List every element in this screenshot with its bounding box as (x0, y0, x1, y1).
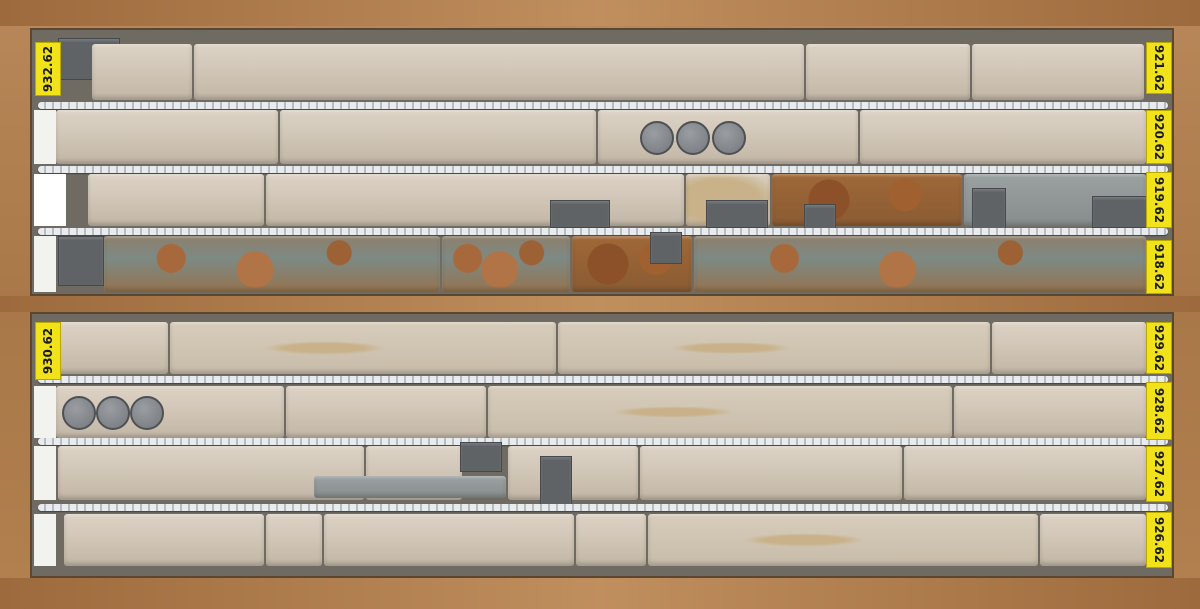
sample-disc (130, 396, 164, 430)
depth-tag-text: 926.62 (1152, 516, 1166, 564)
spacer-block (58, 236, 104, 286)
core-row-1 (30, 44, 1174, 100)
core-segment (648, 514, 1038, 566)
core-segment-oxidized (772, 174, 962, 226)
depth-tag (1146, 110, 1172, 164)
core-segment (954, 386, 1146, 438)
core-segment-altered (104, 236, 440, 292)
core-segment (88, 174, 264, 226)
depth-tag-text: 918.62 (1152, 243, 1166, 291)
end-block (34, 236, 56, 292)
depth-tag-text: 932.62 (41, 45, 55, 93)
core-segment (194, 44, 804, 100)
depth-tag-text: 927.62 (1152, 450, 1166, 498)
core-row-7 (30, 446, 1174, 500)
end-block (34, 174, 66, 226)
end-block (34, 386, 56, 438)
end-block (34, 514, 56, 566)
depth-tag-text: 920.62 (1152, 113, 1166, 161)
spacer-block (460, 442, 502, 472)
core-row-6 (30, 386, 1174, 438)
retaining-rod (38, 376, 1168, 383)
depth-tag (1146, 382, 1172, 440)
core-row-3 (30, 174, 1174, 226)
depth-tag (35, 322, 61, 380)
core-segment (488, 386, 952, 438)
spacer-block (540, 456, 572, 506)
core-row-4 (30, 236, 1174, 292)
core-row-8 (30, 514, 1174, 566)
core-segment (170, 322, 556, 374)
frame-top-edge (0, 0, 1200, 26)
core-segment-altered (442, 236, 570, 292)
retaining-rod (38, 228, 1168, 235)
core-segment (64, 514, 264, 566)
retaining-rod (38, 504, 1168, 511)
retaining-rod (38, 166, 1168, 173)
depth-tag (35, 42, 61, 96)
core-segment (860, 110, 1146, 164)
depth-tag-text: 930.62 (41, 327, 55, 375)
depth-tag-text: 921.62 (1152, 44, 1166, 92)
depth-tag (1146, 446, 1172, 502)
frame-bottom-edge (0, 578, 1200, 609)
spacer-block (1092, 196, 1148, 228)
core-segment (992, 322, 1146, 374)
core-segment (972, 44, 1144, 100)
bottom-compartment (30, 312, 1174, 578)
depth-tag (1146, 172, 1172, 228)
sample-disc (640, 121, 674, 155)
depth-tag-text: 928.62 (1152, 387, 1166, 435)
core-segment (56, 110, 278, 164)
spacer-block (706, 200, 768, 228)
core-segment (508, 446, 638, 500)
core-segment (266, 174, 684, 226)
sample-disc (96, 396, 130, 430)
sample-disc (62, 396, 96, 430)
core-segment (58, 322, 168, 374)
depth-tag (1146, 42, 1172, 94)
core-row-2 (30, 110, 1174, 164)
core-segment (1040, 514, 1146, 566)
top-compartment (30, 28, 1174, 296)
core-segment (286, 386, 486, 438)
depth-tag (1146, 240, 1172, 294)
depth-tag-text: 929.62 (1152, 324, 1166, 372)
core-segment (576, 514, 646, 566)
frame-middle-divider (0, 296, 1200, 312)
spacer-block (650, 232, 682, 264)
depth-tag (1146, 512, 1172, 568)
core-segment (640, 446, 902, 500)
core-segment-gray (314, 476, 506, 498)
spacer-block (550, 200, 610, 228)
sample-disc (676, 121, 710, 155)
core-segment (558, 322, 990, 374)
retaining-rod (38, 102, 1168, 109)
retaining-rod (38, 438, 1168, 445)
core-segment-altered (694, 236, 1146, 292)
end-block (34, 446, 56, 500)
core-segment (806, 44, 970, 100)
core-row-5 (30, 322, 1174, 374)
core-segment (280, 110, 596, 164)
depth-tag-text: 919.62 (1152, 176, 1166, 224)
end-block (34, 110, 56, 164)
sample-disc (712, 121, 746, 155)
depth-tag (1146, 322, 1172, 374)
core-segment (92, 44, 192, 100)
core-segment (324, 514, 574, 566)
core-segment (904, 446, 1146, 500)
core-segment (266, 514, 322, 566)
spacer-block (972, 188, 1006, 230)
